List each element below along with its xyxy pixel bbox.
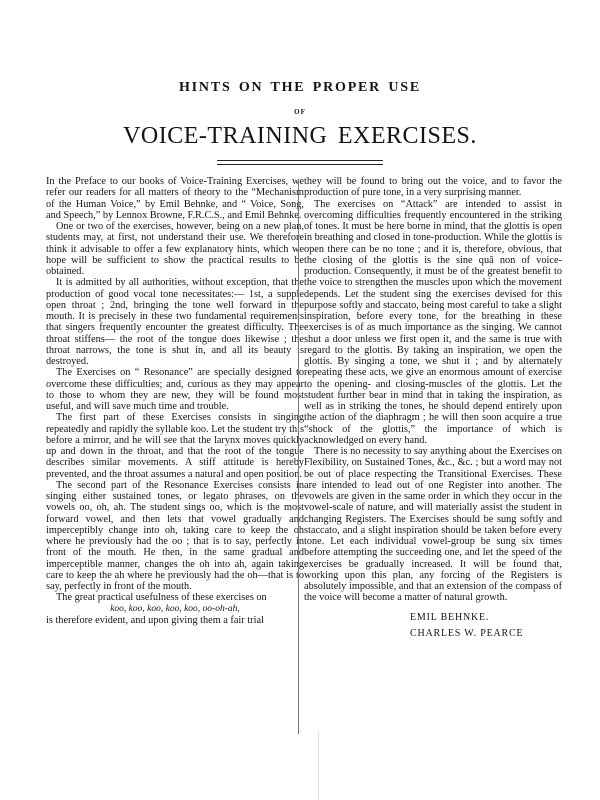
syllable-line: koo, koo, koo, koo, koo, oo-oh-ah, xyxy=(110,603,240,614)
scan-mark xyxy=(318,732,320,800)
title-line-2: VOICE-TRAINING EXERCISES. xyxy=(123,123,477,149)
signature-pearce: CHARLES W. PEARCE xyxy=(410,627,524,639)
paragraph-continuation: they will be found to bring out the voice, and to favor the production of pure tone, in a very surprising manner. xyxy=(304,176,562,199)
title-of: OF xyxy=(294,108,306,116)
paragraph: The second part of the Resonance Exercises consists in singing either sustained tones, or legato phrases, on the vowels oo, oh, ah. The student sings oo, which is the most forward vowel, and then lets that vowel gradually and imperceptibly change into oh, taking care to keep the oh where he previously had the oo ; that is to say, perfectly in front of the mouth. He then, in the same gradual and imperceptible manner, changes the oh into ah, again taking care to keep the ah where he previously had the oh—that is to say, perfectly in front of the mouth. xyxy=(46,479,304,592)
paragraph: The exercises on “Attack” are intended to assist in overcoming difficulties frequently encountered in the striking of tones. It must be here borne in mind, that the glottis is open in breathing and closed in tone-production. While the glottis is open there can be no tone ; and it is, therefore, obvious, that the closing of the glottis is the sine quâ non of voice-production. Consequently, it must be of the greatest benefit to the voice to strengthen the muscles upon which the movement depends. Let the student sing the exercises devised for this purpose softly and staccato, being most careful to take a slight inspiration, before every tone, for the breathing in these exercises is of as much importance as the singing. We cannot shut a door unless we first open it, and the same is true with regard to the glottis. By taking an inspiration, we open the glottis. By singing a tone, we shut it ; and by alternately repeating these acts, we give an enormous amount of exercise to the opening- and closing-muscles of the glottis. Let the student further bear in mind that in taking the inspiration, as well as in striking the tones, he should depend entirely upon the action of the diaphragm ; he will then soon acquire a true “shock of the glottis,” the importance of which is acknowledged on every hand. xyxy=(304,198,562,446)
paragraph: The Exercises on “ Resonance” are specially designed to overcome these difficulties; and, curious as they may appear to those to whom they are new, they will be found most useful, and will save much time and trouble. xyxy=(46,367,304,412)
column-divider xyxy=(298,180,299,734)
paragraph: One or two of the exercises, however, being on a new plan, students may, at first, not understand their use. We therefore think it advisable to offer a few explanatory hints, which we hope will be sufficient to show the practical results to be obtained. xyxy=(46,221,304,277)
paragraph: It is admitted by all authorities, without exception, that the production of good vocal tone necessitates:— 1st, a supple open throat ; 2nd, bringing the tone well forward in the mouth. It is precisely in these two fundamental requirements that singers frequently encounter the greatest difficulty. The throat stiffens— the root of the tongue does likewise ; the throat narrows, the tone is shut in, and all its beauty is destroyed. xyxy=(46,277,304,367)
title-rule-bottom xyxy=(217,164,383,165)
paragraph: In the Preface to our books of Voice-Training Exercises, we refer our readers for all matters of theory to the “Mechanism of the Human Voice,” by Emil Behnke, and “ Voice, Song, and Speech,” by Lennox Browne, F.R.C.S., and Emil Behnke. xyxy=(46,176,304,221)
right-column xyxy=(304,176,562,642)
paragraph: The first part of these Exercises consists in singing repeatedly and rapidly the syllable koo. Let the student try this before a mirror, and he will see that the larynx moves quickly up and down in the throat, and that the root of the tongue describes similar movements. A stiff attitude is hereby prevented, and the throat assumes a natural and open position. xyxy=(46,412,304,480)
signature-block xyxy=(304,610,562,642)
title-line-1: HINTS ON THE PROPER USE xyxy=(178,80,422,95)
paragraph: There is no necessity to say anything about the Exercises on Flexibility, on Sustained Tones, &c., &c. ; but a word may not be out of place respecting the Transitional Exercises. These are intended to lead out of one Register into another. The vowels are given in the same order in which they occur in the vowel-scale of nature, and will materially assist the student in changing Registers. The Exercises should be sung softly and staccato, and a slight inspiration should be taken before every tone. Let each individual vowel-group be sung six times before attempting the succeeding one, and let the speed of the exercises be gradually increased. It will be found that, working upon this plan, any forcing of the Registers is absolutely impossible, and that an extension of the compass of the voice will become a matter of natural growth. xyxy=(304,446,562,604)
signature-behnke: EMIL BEHNKE. xyxy=(410,611,490,623)
paragraph: The great practical usefulness of these exercises on xyxy=(56,592,267,604)
left-column xyxy=(46,176,304,626)
title-rule-top xyxy=(217,160,383,161)
paragraph-continuation: is therefore evident, and upon giving them a fair trial xyxy=(46,614,264,626)
